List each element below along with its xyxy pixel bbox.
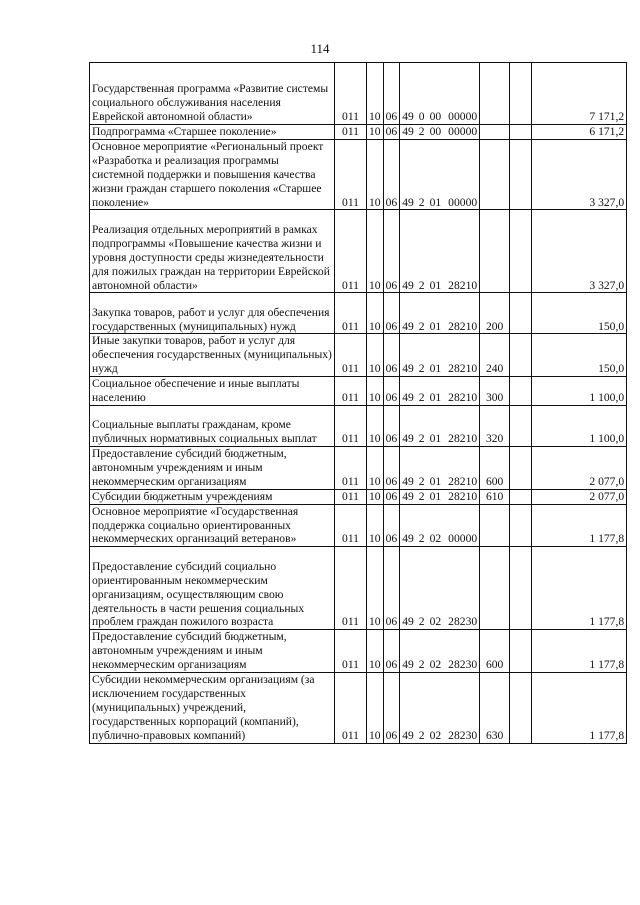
target-program: 49 (402, 319, 414, 333)
table-row (90, 630, 627, 673)
section-code: 10 (367, 139, 384, 210)
target-event: 02 (429, 532, 442, 546)
target-article (400, 139, 480, 210)
target-article (400, 63, 480, 125)
target-article (400, 504, 480, 547)
amount: 1 177,8 (532, 547, 627, 630)
expense-type-code: 240 (480, 334, 510, 377)
subsection-code: 06 (383, 446, 400, 489)
row-name: Основное мероприятие «Региональный проект «Разработка и реализация программы системной поддержки и повышения качества жизни граждан старшего поколения «Старшее поколение» (90, 139, 335, 210)
table-row (90, 673, 627, 744)
target-event: 01 (429, 432, 442, 446)
target-subprogram: 2 (418, 391, 425, 405)
budget-table (89, 62, 627, 744)
ministry-code: 011 (335, 405, 367, 446)
expense-type-code: 200 (480, 293, 510, 334)
expense-type-code: 600 (480, 630, 510, 673)
amount: 2 077,0 (532, 446, 627, 489)
subsection-code: 06 (383, 504, 400, 547)
section-code: 10 (367, 377, 384, 406)
subsection-code: 06 (383, 673, 400, 744)
table-row (90, 210, 627, 293)
ministry-code: 011 (335, 125, 367, 140)
row-name: Социальные выплаты гражданам, кроме публичных нормативных социальных выплат (90, 405, 335, 446)
target-direction: 28230 (448, 728, 478, 742)
table-row (90, 405, 627, 446)
ministry-code: 011 (335, 547, 367, 630)
ministry-code: 011 (335, 139, 367, 210)
target-direction: 28210 (448, 474, 478, 488)
subsection-code: 06 (383, 293, 400, 334)
target-subprogram: 2 (418, 125, 425, 138)
target-direction: 28210 (448, 391, 478, 405)
amount: 1 177,8 (532, 504, 627, 547)
target-program: 49 (402, 391, 414, 405)
target-subprogram: 2 (418, 532, 425, 546)
spacer-cell (510, 630, 532, 673)
row-name: Закупка товаров, работ и услуг для обеспечения государственных (муниципальных) нужд (90, 293, 335, 334)
target-subprogram: 2 (418, 474, 425, 488)
spacer-cell (510, 673, 532, 744)
target-direction: 00000 (448, 532, 478, 546)
row-name: Реализация отдельных мероприятий в рамках подпрограммы «Повышение качества жизни и уровня доступности среды жизнедеятельности для пожилых граждан на территории Еврейской автономной области» (90, 210, 335, 293)
expense-type-code (480, 139, 510, 210)
target-event: 00 (429, 125, 442, 138)
subsection-code: 06 (383, 334, 400, 377)
target-program: 49 (402, 489, 414, 503)
section-code: 10 (367, 504, 384, 547)
target-direction: 28210 (448, 278, 478, 292)
spacer-cell (510, 547, 532, 630)
table-row (90, 139, 627, 210)
ministry-code: 011 (335, 489, 367, 504)
table-row (90, 377, 627, 406)
target-program: 49 (402, 658, 414, 672)
target-event: 01 (429, 474, 442, 488)
expense-type-code (480, 210, 510, 293)
expense-type-code (480, 63, 510, 125)
spacer-cell (510, 63, 532, 125)
table-row (90, 547, 627, 630)
table-row (90, 446, 627, 489)
amount: 7 171,2 (532, 63, 627, 125)
target-subprogram: 0 (418, 110, 425, 124)
amount: 6 171,2 (532, 125, 627, 140)
expense-type-code: 610 (480, 489, 510, 504)
target-subprogram: 2 (418, 319, 425, 333)
target-subprogram: 2 (418, 489, 425, 503)
target-subprogram: 2 (418, 195, 425, 209)
section-code: 10 (367, 446, 384, 489)
table-row (90, 334, 627, 377)
section-code: 10 (367, 673, 384, 744)
ministry-code: 011 (335, 293, 367, 334)
subsection-code: 06 (383, 377, 400, 406)
ministry-code: 011 (335, 446, 367, 489)
section-code: 10 (367, 547, 384, 630)
row-name: Основное мероприятие «Государственная поддержка социально ориентированных некоммерческих организаций ветеранов» (90, 504, 335, 547)
amount: 1 177,8 (532, 673, 627, 744)
spacer-cell (510, 489, 532, 504)
subsection-code: 06 (383, 139, 400, 210)
row-name: Предоставление субсидий бюджетным, автономным учреждениям и иным некоммерческим организациям (90, 630, 335, 673)
target-event: 02 (429, 658, 442, 672)
expense-type-code (480, 547, 510, 630)
section-code: 10 (367, 489, 384, 504)
subsection-code: 06 (383, 210, 400, 293)
subsection-code: 06 (383, 630, 400, 673)
target-direction: 28230 (448, 615, 478, 629)
target-event: 01 (429, 489, 442, 503)
target-subprogram: 2 (418, 432, 425, 446)
amount: 2 077,0 (532, 489, 627, 504)
target-event: 00 (429, 110, 442, 124)
target-event: 01 (429, 319, 442, 333)
page-number: 114 (310, 41, 330, 56)
amount: 150,0 (532, 293, 627, 334)
spacer-cell (510, 504, 532, 547)
table-body (90, 63, 627, 744)
section-code: 10 (367, 63, 384, 125)
target-program: 49 (402, 474, 414, 488)
ministry-code: 011 (335, 504, 367, 547)
target-program: 49 (402, 278, 414, 292)
spacer-cell (510, 293, 532, 334)
target-article (400, 405, 480, 446)
ministry-code: 011 (335, 63, 367, 125)
amount: 1 177,8 (532, 630, 627, 673)
row-name: Государственная программа «Развитие системы социального обслуживания населения Еврейской автономной области» (90, 63, 335, 125)
table-row (90, 63, 627, 125)
spacer-cell (510, 125, 532, 140)
target-program: 49 (402, 125, 414, 138)
section-code: 10 (367, 293, 384, 334)
target-direction: 28210 (448, 489, 478, 503)
target-event: 01 (429, 278, 442, 292)
target-program: 49 (402, 110, 414, 124)
target-direction: 00000 (448, 125, 478, 138)
target-direction: 28230 (448, 658, 478, 672)
row-name: Социальное обеспечение и иные выплаты населению (90, 377, 335, 406)
subsection-code: 06 (383, 547, 400, 630)
table-row (90, 504, 627, 547)
target-program: 49 (402, 195, 414, 209)
row-name: Иные закупки товаров, работ и услуг для обеспечения государственных (муниципальных) нужд (90, 334, 335, 377)
spacer-cell (510, 334, 532, 377)
target-subprogram: 2 (418, 728, 425, 742)
expense-type-code: 300 (480, 377, 510, 406)
target-article (400, 673, 480, 744)
target-direction: 28210 (448, 362, 478, 376)
ministry-code: 011 (335, 210, 367, 293)
target-article (400, 377, 480, 406)
target-program: 49 (402, 728, 414, 742)
row-name: Субсидии бюджетным учреждениям (90, 489, 335, 504)
target-direction: 00000 (448, 195, 478, 209)
target-subprogram: 2 (418, 362, 425, 376)
subsection-code: 06 (383, 125, 400, 140)
target-direction: 28210 (448, 432, 478, 446)
spacer-cell (510, 377, 532, 406)
target-event: 01 (429, 391, 442, 405)
ministry-code: 011 (335, 673, 367, 744)
amount: 3 327,0 (532, 139, 627, 210)
amount: 1 100,0 (532, 405, 627, 446)
expense-type-code (480, 125, 510, 140)
row-name: Предоставление субсидий бюджетным, автономным учреждениям и иным некоммерческим организациям (90, 446, 335, 489)
section-code: 10 (367, 210, 384, 293)
subsection-code: 06 (383, 405, 400, 446)
target-program: 49 (402, 615, 414, 629)
target-subprogram: 2 (418, 658, 425, 672)
target-subprogram: 2 (418, 615, 425, 629)
target-event: 01 (429, 362, 442, 376)
spacer-cell (510, 405, 532, 446)
target-subprogram: 2 (418, 278, 425, 292)
section-code: 10 (367, 125, 384, 140)
target-direction: 00000 (448, 110, 478, 124)
amount: 150,0 (532, 334, 627, 377)
spacer-cell (510, 139, 532, 210)
table-row (90, 125, 627, 140)
target-article (400, 446, 480, 489)
target-article (400, 210, 480, 293)
expense-type-code: 320 (480, 405, 510, 446)
section-code: 10 (367, 334, 384, 377)
section-code: 10 (367, 405, 384, 446)
target-direction: 28210 (448, 319, 478, 333)
target-event: 01 (429, 195, 442, 209)
row-name: Субсидии некоммерческим организациям (за исключением государственных (муниципальных) учреждений, государственных корпораций (компаний), публично-правовых компаний) (90, 673, 335, 744)
expense-type-code: 600 (480, 446, 510, 489)
ministry-code: 011 (335, 377, 367, 406)
target-program: 49 (402, 432, 414, 446)
target-event: 02 (429, 615, 442, 629)
expense-type-code: 630 (480, 673, 510, 744)
target-program: 49 (402, 362, 414, 376)
spacer-cell (510, 210, 532, 293)
subsection-code: 06 (383, 489, 400, 504)
table-row (90, 489, 627, 504)
target-event: 02 (429, 728, 442, 742)
target-program: 49 (402, 532, 414, 546)
amount: 3 327,0 (532, 210, 627, 293)
row-name: Подпрограмма «Старшее поколение» (90, 125, 335, 140)
target-article (400, 489, 480, 504)
table-row (90, 293, 627, 334)
subsection-code: 06 (383, 63, 400, 125)
section-code: 10 (367, 630, 384, 673)
amount: 1 100,0 (532, 377, 627, 406)
ministry-code: 011 (335, 630, 367, 673)
spacer-cell (510, 446, 532, 489)
expense-type-code (480, 504, 510, 547)
target-article (400, 125, 480, 140)
ministry-code: 011 (335, 334, 367, 377)
row-name: Предоставление субсидий социально ориентированным некоммерческим организациям, осуществляющим свою деятельность в части решения социальных проблем граждан пожилого возраста (90, 547, 335, 630)
target-article (400, 630, 480, 673)
target-article (400, 334, 480, 377)
target-article (400, 293, 480, 334)
target-article (400, 547, 480, 630)
